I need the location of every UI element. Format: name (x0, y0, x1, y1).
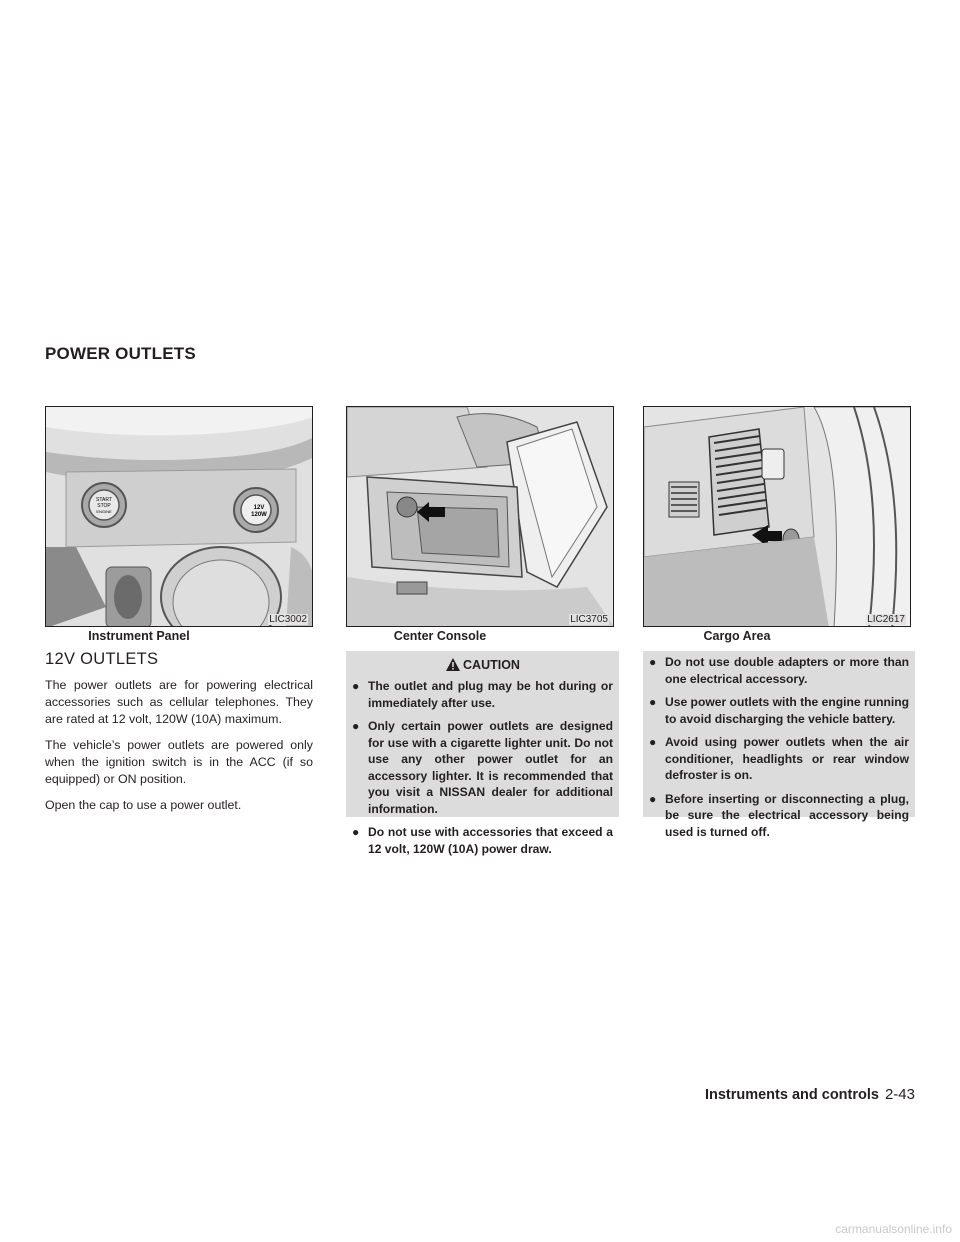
subheading-12v-outlets: 12V OUTLETS (45, 650, 159, 668)
list-item: ● Avoid using power outlets when the air conditioner, headlights or rear window defroster is on. (649, 735, 909, 782)
figure-center-console (346, 406, 614, 627)
outlet-volt-label: 12V (253, 505, 265, 511)
page-footer (705, 1086, 915, 1103)
bullet-icon: ● (649, 735, 657, 749)
bullet-icon: ● (352, 679, 360, 693)
figure-caption-center-console: Center Console (393, 629, 487, 643)
section-title: POWER OUTLETS (45, 344, 196, 363)
warning-triangle-icon (445, 657, 461, 672)
figure-caption-cargo-area: Cargo Area (703, 629, 771, 643)
paragraph: Open the cap to use a power outlet. (45, 798, 242, 812)
engine-label: ENGINE (96, 509, 112, 514)
list-item: ● The outlet and plug may be hot during or immediately after use. (352, 679, 613, 710)
list-item: ● Use power outlets with the engine running to avoid discharging the vehicle battery. (649, 695, 909, 726)
list-item: ● Before inserting or disconnecting a plug, be sure the electrical accessory being used is turned off. (649, 791, 909, 839)
caution-list (352, 678, 613, 857)
figure-cargo-area (643, 406, 911, 627)
stop-label: STOP (97, 503, 111, 509)
caution-heading (352, 657, 613, 672)
caution-box-continued (643, 651, 915, 839)
instrument-panel-illustration (46, 407, 313, 627)
start-label: START (96, 497, 112, 503)
figure-code: LIC3002 (269, 614, 307, 625)
figure-code: LIC2617 (867, 614, 905, 625)
figure-instrument-panel (45, 406, 313, 627)
list-item: ● Do not use double adapters or more than one electrical accessory. (649, 655, 909, 686)
paragraph: The vehicle’s power outlets are powered only when the ignition switch is in the ACC (if so equipped) or ON position. (45, 738, 313, 786)
watermark: carmanualsonline.info (835, 1222, 952, 1236)
bullet-icon: ● (352, 719, 360, 733)
center-console-illustration (347, 407, 614, 627)
body-text (45, 677, 313, 823)
list-item: ● Do not use with accessories that exceed a 12 volt, 120W (10A) power draw. (352, 825, 613, 856)
caution-label: CAUTION (463, 657, 520, 672)
bullet-icon: ● (649, 695, 657, 709)
page-number: 2-43 (884, 1086, 915, 1103)
figure-code: LIC3705 (570, 614, 608, 625)
caution-box (346, 651, 619, 856)
list-item: ● Only certain power outlets are designed for use with a cigarette lighter unit. Do not use any other power outlet for an accessory lighter. It is recommended that you visit a NISSAN dealer for additional information. (352, 719, 613, 816)
caution-list-continued (649, 654, 909, 840)
bullet-icon: ● (649, 655, 657, 669)
cargo-area-illustration (644, 407, 911, 627)
footer-section-name: Instruments and controls (704, 1087, 879, 1103)
paragraph: The power outlets are for powering electrical accessories such as cellular telephones. They are rated at 12 volt, 120W (10A) maximum. (45, 678, 313, 726)
outlet-watt-label: 120W (251, 512, 267, 518)
bullet-icon: ● (649, 791, 657, 806)
bullet-icon: ● (352, 825, 360, 839)
figure-caption-instrument-panel: Instrument Panel (88, 629, 190, 643)
